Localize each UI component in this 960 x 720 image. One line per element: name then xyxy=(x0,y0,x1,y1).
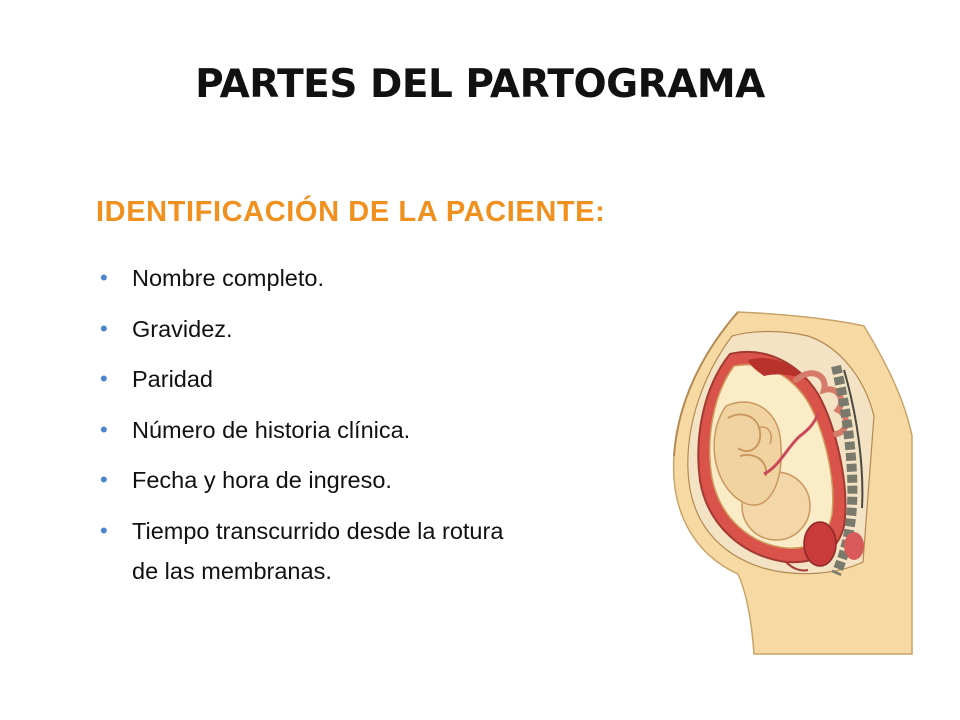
bullet-icon: • xyxy=(100,517,108,543)
bullet-text: Nombre completo. xyxy=(132,265,324,291)
bullet-text: Número de historia clínica. xyxy=(132,416,411,443)
bullet-icon: • xyxy=(100,467,108,492)
bullet-text-continuation: de las membranas. xyxy=(132,557,332,584)
pregnancy-anatomy-icon xyxy=(668,306,914,656)
bullet-text: Gravidez. xyxy=(132,315,233,342)
bullet-text: Fecha y hora de ingreso. xyxy=(132,467,392,493)
list-item xyxy=(96,517,656,585)
list-item xyxy=(96,264,656,292)
bullet-icon: • xyxy=(100,315,108,341)
bullet-icon: • xyxy=(100,416,108,442)
bullet-text: Tiempo transcurrido desde la rotura xyxy=(132,517,504,544)
bullet-icon: • xyxy=(100,366,108,391)
bullet-icon: • xyxy=(100,265,108,290)
section-subtitle: IDENTIFICACIÓN DE LA PACIENTE: xyxy=(96,196,606,228)
list-item xyxy=(96,315,656,343)
list-item xyxy=(96,466,656,494)
bullet-text: Paridad xyxy=(132,366,213,392)
list-item xyxy=(96,416,656,444)
list-item xyxy=(96,365,656,393)
slide-title: PARTES DEL PARTOGRAMA xyxy=(195,62,765,107)
bullet-list xyxy=(96,264,656,607)
